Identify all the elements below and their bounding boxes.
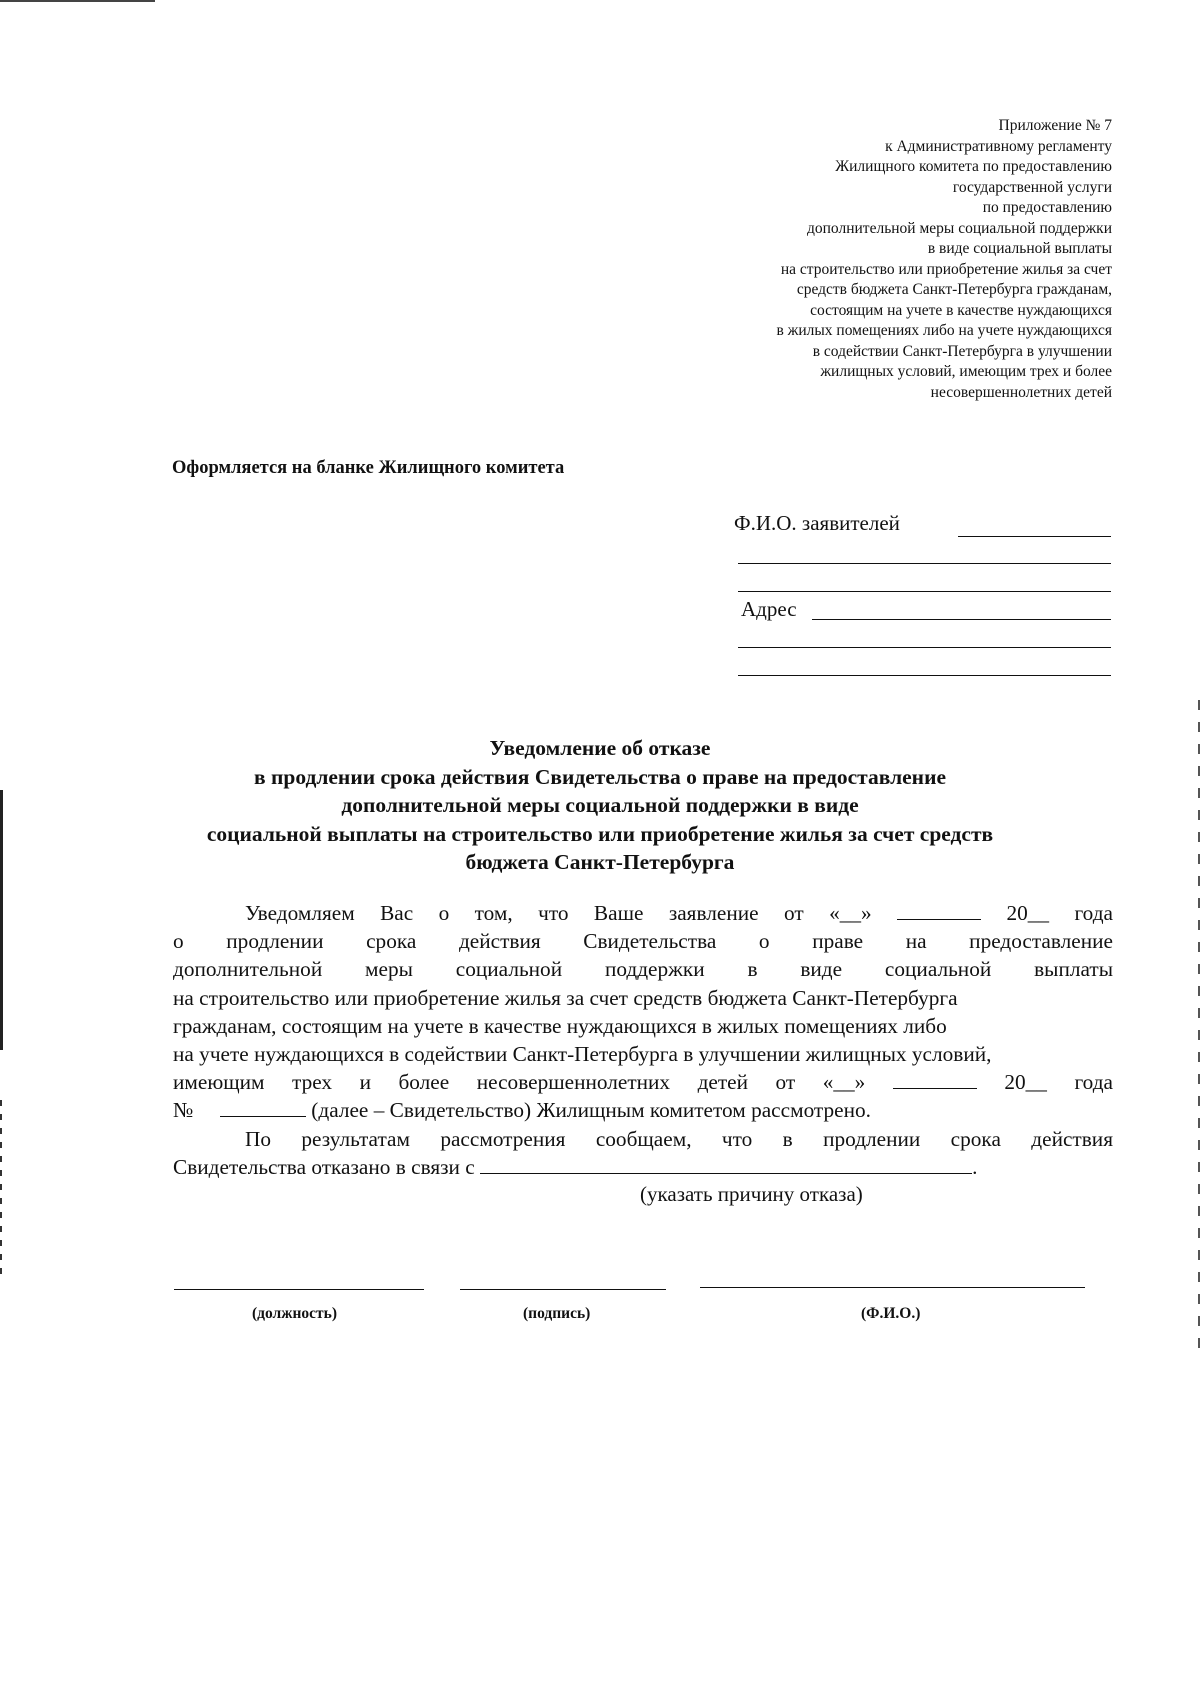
body-text: имеющим трех и более несовершеннолетних детей от [173, 1070, 796, 1095]
appendix-line: жилищных условий, имеющим трех и более [820, 363, 1112, 380]
refusal-reason-caption: (указать причину отказа) [640, 1182, 863, 1206]
certificate-number-blank [220, 1096, 306, 1117]
appendix-line: в содействии Санкт-Петербурга в улучшении [812, 342, 1112, 360]
title-line: бюджета Санкт-Петербурга [465, 850, 735, 874]
body-line: о продлении срока действия Свидетельства о праве на предоставление [173, 929, 1113, 954]
appendix-line: к Административному регламенту [885, 137, 1112, 155]
signature-line [460, 1289, 666, 1290]
date-year-1: 20__ [1006, 901, 1050, 925]
appendix-header [552, 116, 1112, 403]
date-month-blank-2 [893, 1068, 977, 1089]
position-signature-line [174, 1289, 424, 1290]
document-title [150, 734, 1050, 877]
applicant-name-line [738, 591, 1111, 592]
body-line: на учете нуждающихся в содействии Санкт-Петербурга в улучшении жилищных условий, [173, 1041, 992, 1066]
address-line [738, 675, 1111, 676]
body-line [173, 1096, 1113, 1124]
appendix-line: государственной услуги [952, 178, 1112, 196]
date-year-word-1: года [1074, 901, 1113, 925]
address-label: Адрес [741, 597, 797, 621]
body-line [173, 1153, 1113, 1181]
scan-edge-top [0, 0, 155, 2]
appendix-line: состоящим на учете в качестве нуждающихся [810, 301, 1112, 319]
title-line: в продлении срока действия Свидетельства о праве на предоставление [253, 764, 946, 789]
fio-signature-line [700, 1287, 1085, 1288]
signature-caption: (подпись) [523, 1305, 591, 1322]
appendix-line: Приложение № 7 [998, 117, 1112, 134]
address-line [812, 619, 1111, 620]
appendix-line: в жилых помещениях либо на учете нуждающихся [776, 322, 1112, 339]
scan-edge-left-dashed [0, 1100, 2, 1280]
appendix-line: дополнительной меры социальной поддержки [807, 219, 1112, 237]
appendix-line: по предоставлению [982, 199, 1112, 216]
date-year-2: 20__ [1004, 1070, 1047, 1095]
body-line [173, 1068, 1113, 1096]
title-line: дополнительной меры социальной поддержки в виде [341, 793, 859, 817]
sentence-end: . [972, 1154, 978, 1179]
date-day-1: «__» [829, 901, 872, 925]
address-line [738, 647, 1111, 648]
body-text: Свидетельства отказано в связи с [173, 1154, 475, 1179]
appendix-line: на строительство или приобретение жилья за счет [780, 260, 1112, 278]
appendix-line: средств бюджета Санкт-Петербурга гражданам, [796, 281, 1112, 298]
notice-body [173, 899, 1113, 1181]
applicant-name-line [958, 536, 1111, 537]
fio-caption: (Ф.И.О.) [861, 1305, 921, 1322]
body-line [173, 899, 1113, 927]
date-month-blank-1 [897, 899, 981, 920]
appendix-line: в виде социальной выплаты [927, 240, 1112, 257]
body-text: (далее – Свидетельство) Жилищным комитетом рассмотрено. [311, 1098, 871, 1123]
number-sign: № [173, 1098, 194, 1123]
letterhead-note: Оформляется на бланке Жилищного комитета [172, 458, 565, 478]
title-line: Уведомление об отказе [489, 736, 711, 760]
applicant-name-label: Ф.И.О. заявителей [734, 511, 900, 535]
title-line: социальной выплаты на строительство или приобретение жилья за счет средств [206, 821, 994, 846]
position-caption: (должность) [252, 1305, 338, 1322]
body-line: дополнительной меры социальной поддержки в виде социальной выплаты [173, 957, 1113, 982]
body-text: Уведомляем Вас о том, что Ваше заявление от [245, 901, 804, 925]
appendix-line: несовершеннолетних детей [930, 383, 1112, 401]
date-year-word-2: года [1074, 1070, 1113, 1095]
scan-edge-left [0, 790, 3, 1050]
appendix-line: Жилищного комитета по предоставлению [835, 158, 1112, 175]
refusal-reason-blank [480, 1153, 972, 1174]
body-line: на строительство или приобретение жилья за счет средств бюджета Санкт-Петербурга [173, 985, 958, 1010]
body-line: гражданам, состоящим на учете в качестве нуждающихся в жилых помещениях либо [173, 1013, 947, 1038]
applicant-name-line [738, 563, 1111, 564]
date-day-2: «__» [822, 1070, 866, 1095]
body-line: По результатам рассмотрения сообщаем, что в продлении срока действия [245, 1126, 1113, 1151]
